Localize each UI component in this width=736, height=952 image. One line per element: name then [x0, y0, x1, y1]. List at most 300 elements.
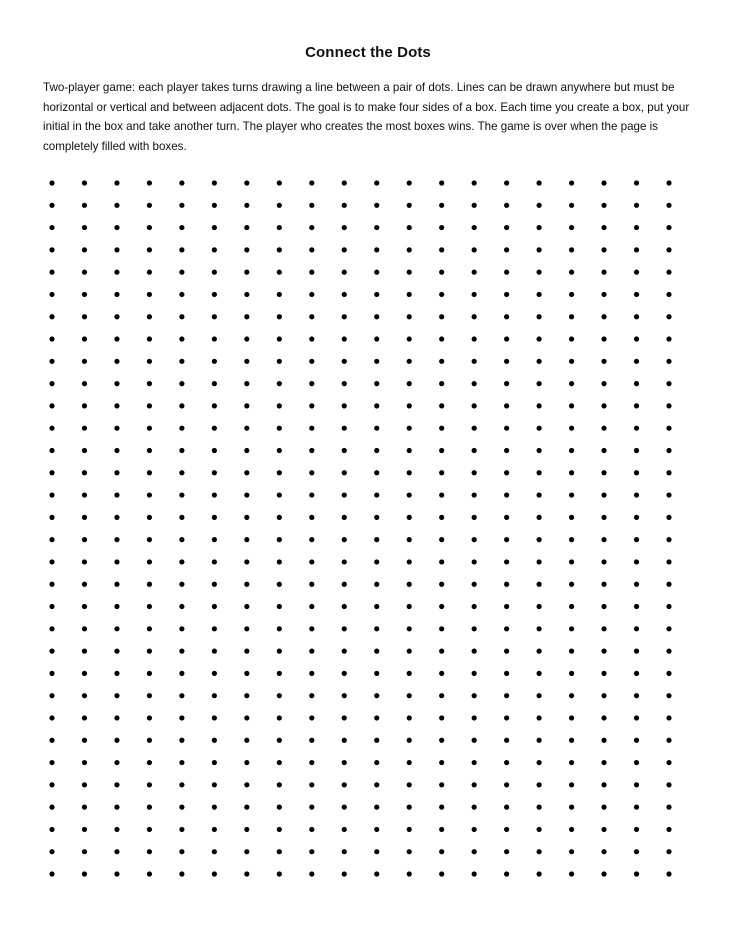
- grid-dot[interactable]: [537, 582, 542, 587]
- grid-dot[interactable]: [114, 649, 119, 654]
- grid-dot[interactable]: [601, 738, 606, 743]
- grid-dot[interactable]: [407, 247, 412, 252]
- grid-dot[interactable]: [374, 492, 379, 497]
- grid-dot[interactable]: [601, 247, 606, 252]
- grid-dot[interactable]: [472, 827, 477, 832]
- grid-dot[interactable]: [439, 448, 444, 453]
- grid-dot[interactable]: [244, 292, 249, 297]
- grid-dot[interactable]: [439, 582, 444, 587]
- grid-dot[interactable]: [634, 537, 639, 542]
- grid-dot[interactable]: [666, 426, 671, 431]
- grid-dot[interactable]: [244, 314, 249, 319]
- grid-dot[interactable]: [504, 715, 509, 720]
- grid-dot[interactable]: [601, 782, 606, 787]
- grid-dot[interactable]: [569, 559, 574, 564]
- grid-dot[interactable]: [49, 292, 54, 297]
- grid-dot[interactable]: [277, 247, 282, 252]
- grid-dot[interactable]: [439, 359, 444, 364]
- grid-dot[interactable]: [114, 470, 119, 475]
- grid-dot[interactable]: [309, 270, 314, 275]
- grid-dot[interactable]: [179, 827, 184, 832]
- grid-dot[interactable]: [147, 649, 152, 654]
- grid-dot[interactable]: [601, 314, 606, 319]
- grid-dot[interactable]: [147, 336, 152, 341]
- grid-dot[interactable]: [537, 537, 542, 542]
- grid-dot[interactable]: [114, 492, 119, 497]
- grid-dot[interactable]: [342, 448, 347, 453]
- grid-dot[interactable]: [179, 715, 184, 720]
- grid-dot[interactable]: [569, 203, 574, 208]
- grid-dot[interactable]: [309, 537, 314, 542]
- grid-dot[interactable]: [212, 671, 217, 676]
- grid-dot[interactable]: [179, 626, 184, 631]
- grid-dot[interactable]: [179, 448, 184, 453]
- grid-dot[interactable]: [342, 537, 347, 542]
- grid-dot[interactable]: [407, 849, 412, 854]
- grid-dot[interactable]: [439, 849, 444, 854]
- grid-dot[interactable]: [342, 180, 347, 185]
- grid-dot[interactable]: [179, 225, 184, 230]
- grid-dot[interactable]: [114, 671, 119, 676]
- grid-dot[interactable]: [342, 715, 347, 720]
- grid-dot[interactable]: [244, 247, 249, 252]
- grid-dot[interactable]: [472, 604, 477, 609]
- grid-dot[interactable]: [666, 760, 671, 765]
- grid-dot[interactable]: [504, 827, 509, 832]
- grid-dot[interactable]: [601, 403, 606, 408]
- grid-dot[interactable]: [472, 470, 477, 475]
- grid-dot[interactable]: [472, 537, 477, 542]
- grid-dot[interactable]: [49, 403, 54, 408]
- grid-dot[interactable]: [569, 336, 574, 341]
- grid-dot[interactable]: [569, 292, 574, 297]
- grid-dot[interactable]: [82, 403, 87, 408]
- grid-dot[interactable]: [472, 381, 477, 386]
- grid-dot[interactable]: [244, 492, 249, 497]
- grid-dot[interactable]: [244, 448, 249, 453]
- grid-dot[interactable]: [537, 760, 542, 765]
- grid-dot[interactable]: [439, 782, 444, 787]
- grid-dot[interactable]: [569, 359, 574, 364]
- grid-dot[interactable]: [472, 247, 477, 252]
- grid-dot[interactable]: [666, 827, 671, 832]
- grid-dot[interactable]: [212, 693, 217, 698]
- grid-dot[interactable]: [49, 381, 54, 386]
- grid-dot[interactable]: [537, 381, 542, 386]
- grid-dot[interactable]: [244, 270, 249, 275]
- grid-dot[interactable]: [277, 760, 282, 765]
- grid-dot[interactable]: [309, 292, 314, 297]
- grid-dot[interactable]: [374, 693, 379, 698]
- grid-dot[interactable]: [49, 537, 54, 542]
- grid-dot[interactable]: [342, 671, 347, 676]
- grid-dot[interactable]: [537, 649, 542, 654]
- grid-dot[interactable]: [537, 314, 542, 319]
- grid-dot[interactable]: [439, 314, 444, 319]
- grid-dot[interactable]: [439, 336, 444, 341]
- grid-dot[interactable]: [407, 559, 412, 564]
- grid-dot[interactable]: [569, 671, 574, 676]
- grid-dot[interactable]: [309, 381, 314, 386]
- grid-dot[interactable]: [244, 470, 249, 475]
- grid-dot[interactable]: [472, 715, 477, 720]
- grid-dot[interactable]: [634, 805, 639, 810]
- grid-dot[interactable]: [244, 649, 249, 654]
- grid-dot[interactable]: [634, 247, 639, 252]
- grid-dot[interactable]: [212, 738, 217, 743]
- grid-dot[interactable]: [244, 515, 249, 520]
- grid-dot[interactable]: [634, 336, 639, 341]
- grid-dot[interactable]: [179, 492, 184, 497]
- grid-dot[interactable]: [82, 671, 87, 676]
- grid-dot[interactable]: [601, 336, 606, 341]
- grid-dot[interactable]: [537, 426, 542, 431]
- grid-dot[interactable]: [472, 871, 477, 876]
- grid-dot[interactable]: [147, 426, 152, 431]
- grid-dot[interactable]: [439, 649, 444, 654]
- grid-dot[interactable]: [82, 203, 87, 208]
- grid-dot[interactable]: [114, 782, 119, 787]
- grid-dot[interactable]: [277, 693, 282, 698]
- grid-dot[interactable]: [49, 180, 54, 185]
- grid-dot[interactable]: [309, 515, 314, 520]
- grid-dot[interactable]: [504, 582, 509, 587]
- grid-dot[interactable]: [537, 871, 542, 876]
- grid-dot[interactable]: [666, 180, 671, 185]
- grid-dot[interactable]: [82, 359, 87, 364]
- grid-dot[interactable]: [342, 649, 347, 654]
- grid-dot[interactable]: [634, 492, 639, 497]
- grid-dot[interactable]: [309, 738, 314, 743]
- grid-dot[interactable]: [49, 426, 54, 431]
- grid-dot[interactable]: [666, 715, 671, 720]
- grid-dot[interactable]: [244, 671, 249, 676]
- grid-dot[interactable]: [504, 738, 509, 743]
- grid-dot[interactable]: [666, 671, 671, 676]
- grid-dot[interactable]: [179, 336, 184, 341]
- grid-dot[interactable]: [407, 515, 412, 520]
- grid-dot[interactable]: [601, 448, 606, 453]
- grid-dot[interactable]: [244, 626, 249, 631]
- grid-dot[interactable]: [634, 738, 639, 743]
- grid-dot[interactable]: [439, 760, 444, 765]
- grid-dot[interactable]: [439, 381, 444, 386]
- grid-dot[interactable]: [342, 849, 347, 854]
- grid-dot[interactable]: [601, 827, 606, 832]
- grid-dot[interactable]: [49, 336, 54, 341]
- grid-dot[interactable]: [244, 359, 249, 364]
- grid-dot[interactable]: [504, 359, 509, 364]
- grid-dot[interactable]: [374, 515, 379, 520]
- grid-dot[interactable]: [212, 448, 217, 453]
- grid-dot[interactable]: [634, 715, 639, 720]
- grid-dot[interactable]: [147, 403, 152, 408]
- grid-dot[interactable]: [472, 849, 477, 854]
- grid-dot[interactable]: [666, 359, 671, 364]
- grid-dot[interactable]: [82, 649, 87, 654]
- grid-dot[interactable]: [504, 292, 509, 297]
- grid-dot[interactable]: [537, 203, 542, 208]
- grid-dot[interactable]: [569, 381, 574, 386]
- grid-dot[interactable]: [601, 426, 606, 431]
- grid-dot[interactable]: [439, 270, 444, 275]
- grid-dot[interactable]: [601, 649, 606, 654]
- grid-dot[interactable]: [504, 760, 509, 765]
- grid-dot[interactable]: [634, 649, 639, 654]
- grid-dot[interactable]: [82, 582, 87, 587]
- grid-dot[interactable]: [277, 448, 282, 453]
- grid-dot[interactable]: [537, 693, 542, 698]
- grid-dot[interactable]: [82, 426, 87, 431]
- grid-dot[interactable]: [212, 582, 217, 587]
- grid-dot[interactable]: [666, 292, 671, 297]
- grid-dot[interactable]: [537, 515, 542, 520]
- grid-dot[interactable]: [244, 403, 249, 408]
- grid-dot[interactable]: [537, 336, 542, 341]
- grid-dot[interactable]: [374, 582, 379, 587]
- grid-dot[interactable]: [666, 626, 671, 631]
- grid-dot[interactable]: [407, 738, 412, 743]
- grid-dot[interactable]: [374, 649, 379, 654]
- grid-dot[interactable]: [212, 559, 217, 564]
- grid-dot[interactable]: [49, 693, 54, 698]
- grid-dot[interactable]: [244, 715, 249, 720]
- grid-dot[interactable]: [666, 649, 671, 654]
- grid-dot[interactable]: [179, 426, 184, 431]
- grid-dot[interactable]: [634, 470, 639, 475]
- grid-dot[interactable]: [147, 270, 152, 275]
- grid-dot[interactable]: [537, 180, 542, 185]
- grid-dot[interactable]: [49, 359, 54, 364]
- grid-dot[interactable]: [407, 649, 412, 654]
- grid-dot[interactable]: [212, 827, 217, 832]
- grid-dot[interactable]: [634, 582, 639, 587]
- grid-dot[interactable]: [439, 738, 444, 743]
- grid-dot[interactable]: [472, 292, 477, 297]
- grid-dot[interactable]: [179, 849, 184, 854]
- grid-dot[interactable]: [114, 448, 119, 453]
- grid-dot[interactable]: [666, 693, 671, 698]
- grid-dot[interactable]: [309, 180, 314, 185]
- grid-dot[interactable]: [634, 270, 639, 275]
- grid-dot[interactable]: [212, 515, 217, 520]
- grid-dot[interactable]: [179, 649, 184, 654]
- grid-dot[interactable]: [537, 492, 542, 497]
- grid-dot[interactable]: [569, 426, 574, 431]
- grid-dot[interactable]: [147, 582, 152, 587]
- grid-dot[interactable]: [147, 715, 152, 720]
- grid-dot[interactable]: [601, 180, 606, 185]
- grid-dot[interactable]: [634, 559, 639, 564]
- grid-dot[interactable]: [49, 649, 54, 654]
- grid-dot[interactable]: [212, 403, 217, 408]
- grid-dot[interactable]: [179, 247, 184, 252]
- grid-dot[interactable]: [212, 225, 217, 230]
- grid-dot[interactable]: [342, 403, 347, 408]
- grid-dot[interactable]: [309, 827, 314, 832]
- grid-dot[interactable]: [277, 426, 282, 431]
- grid-dot[interactable]: [179, 292, 184, 297]
- grid-dot[interactable]: [212, 715, 217, 720]
- grid-dot[interactable]: [407, 805, 412, 810]
- grid-dot[interactable]: [277, 738, 282, 743]
- grid-dot[interactable]: [504, 180, 509, 185]
- grid-dot[interactable]: [212, 649, 217, 654]
- grid-dot[interactable]: [634, 203, 639, 208]
- grid-dot[interactable]: [634, 359, 639, 364]
- grid-dot[interactable]: [374, 604, 379, 609]
- grid-dot[interactable]: [277, 336, 282, 341]
- grid-dot[interactable]: [244, 559, 249, 564]
- grid-dot[interactable]: [634, 849, 639, 854]
- grid-dot[interactable]: [634, 827, 639, 832]
- grid-dot[interactable]: [179, 381, 184, 386]
- grid-dot[interactable]: [634, 180, 639, 185]
- grid-dot[interactable]: [634, 225, 639, 230]
- grid-dot[interactable]: [147, 203, 152, 208]
- grid-dot[interactable]: [277, 871, 282, 876]
- grid-dot[interactable]: [666, 738, 671, 743]
- grid-dot[interactable]: [472, 738, 477, 743]
- grid-dot[interactable]: [504, 403, 509, 408]
- grid-dot[interactable]: [114, 381, 119, 386]
- grid-dot[interactable]: [569, 805, 574, 810]
- grid-dot[interactable]: [439, 626, 444, 631]
- grid-dot[interactable]: [374, 760, 379, 765]
- grid-dot[interactable]: [439, 403, 444, 408]
- grid-dot[interactable]: [212, 805, 217, 810]
- grid-dot[interactable]: [504, 671, 509, 676]
- grid-dot[interactable]: [342, 314, 347, 319]
- grid-dot[interactable]: [439, 292, 444, 297]
- grid-dot[interactable]: [82, 336, 87, 341]
- grid-dot[interactable]: [277, 715, 282, 720]
- grid-dot[interactable]: [666, 537, 671, 542]
- grid-dot[interactable]: [601, 225, 606, 230]
- grid-dot[interactable]: [407, 448, 412, 453]
- grid-dot[interactable]: [537, 626, 542, 631]
- grid-dot[interactable]: [49, 604, 54, 609]
- grid-dot[interactable]: [277, 626, 282, 631]
- grid-dot[interactable]: [634, 782, 639, 787]
- grid-dot[interactable]: [49, 559, 54, 564]
- grid-dot[interactable]: [472, 203, 477, 208]
- grid-dot[interactable]: [147, 559, 152, 564]
- grid-dot[interactable]: [244, 871, 249, 876]
- grid-dot[interactable]: [374, 671, 379, 676]
- grid-dot[interactable]: [147, 180, 152, 185]
- grid-dot[interactable]: [601, 359, 606, 364]
- grid-dot[interactable]: [569, 270, 574, 275]
- grid-dot[interactable]: [309, 559, 314, 564]
- grid-dot[interactable]: [82, 805, 87, 810]
- grid-dot[interactable]: [49, 515, 54, 520]
- grid-dot[interactable]: [342, 626, 347, 631]
- grid-dot[interactable]: [114, 582, 119, 587]
- grid-dot[interactable]: [569, 403, 574, 408]
- grid-dot[interactable]: [49, 715, 54, 720]
- grid-dot[interactable]: [472, 403, 477, 408]
- grid-dot[interactable]: [49, 448, 54, 453]
- grid-dot[interactable]: [147, 225, 152, 230]
- grid-dot[interactable]: [342, 225, 347, 230]
- grid-dot[interactable]: [277, 649, 282, 654]
- grid-dot[interactable]: [569, 492, 574, 497]
- grid-dot[interactable]: [114, 270, 119, 275]
- grid-dot[interactable]: [277, 559, 282, 564]
- grid-dot[interactable]: [342, 805, 347, 810]
- grid-dot[interactable]: [82, 715, 87, 720]
- grid-dot[interactable]: [374, 715, 379, 720]
- grid-dot[interactable]: [114, 537, 119, 542]
- grid-dot[interactable]: [601, 559, 606, 564]
- grid-dot[interactable]: [569, 604, 574, 609]
- grid-dot[interactable]: [49, 492, 54, 497]
- grid-dot[interactable]: [309, 492, 314, 497]
- grid-dot[interactable]: [179, 314, 184, 319]
- grid-dot[interactable]: [634, 292, 639, 297]
- grid-dot[interactable]: [82, 470, 87, 475]
- grid-dot[interactable]: [601, 871, 606, 876]
- grid-dot[interactable]: [212, 871, 217, 876]
- grid-dot[interactable]: [407, 626, 412, 631]
- grid-dot[interactable]: [472, 426, 477, 431]
- grid-dot[interactable]: [537, 559, 542, 564]
- grid-dot[interactable]: [49, 827, 54, 832]
- grid-dot[interactable]: [147, 604, 152, 609]
- grid-dot[interactable]: [309, 849, 314, 854]
- grid-dot[interactable]: [374, 871, 379, 876]
- grid-dot[interactable]: [407, 582, 412, 587]
- grid-dot[interactable]: [179, 359, 184, 364]
- grid-dot[interactable]: [147, 626, 152, 631]
- grid-dot[interactable]: [212, 314, 217, 319]
- grid-dot[interactable]: [277, 604, 282, 609]
- grid-dot[interactable]: [212, 470, 217, 475]
- grid-dot[interactable]: [537, 805, 542, 810]
- grid-dot[interactable]: [634, 760, 639, 765]
- grid-dot[interactable]: [601, 626, 606, 631]
- grid-dot[interactable]: [244, 849, 249, 854]
- grid-dot[interactable]: [666, 805, 671, 810]
- grid-dot[interactable]: [114, 292, 119, 297]
- grid-dot[interactable]: [537, 715, 542, 720]
- grid-dot[interactable]: [309, 336, 314, 341]
- grid-dot[interactable]: [342, 738, 347, 743]
- grid-dot[interactable]: [114, 359, 119, 364]
- grid-dot[interactable]: [82, 180, 87, 185]
- grid-dot[interactable]: [49, 782, 54, 787]
- grid-dot[interactable]: [212, 180, 217, 185]
- grid-dot[interactable]: [601, 849, 606, 854]
- grid-dot[interactable]: [212, 492, 217, 497]
- grid-dot[interactable]: [147, 448, 152, 453]
- grid-dot[interactable]: [114, 849, 119, 854]
- grid-dot[interactable]: [407, 871, 412, 876]
- grid-dot[interactable]: [49, 760, 54, 765]
- grid-dot[interactable]: [407, 470, 412, 475]
- grid-dot[interactable]: [504, 559, 509, 564]
- grid-dot[interactable]: [407, 292, 412, 297]
- grid-dot[interactable]: [569, 871, 574, 876]
- grid-dot[interactable]: [601, 671, 606, 676]
- grid-dot[interactable]: [147, 515, 152, 520]
- grid-dot[interactable]: [439, 805, 444, 810]
- grid-dot[interactable]: [374, 738, 379, 743]
- grid-dot[interactable]: [439, 515, 444, 520]
- grid-dot[interactable]: [439, 604, 444, 609]
- grid-dot[interactable]: [569, 649, 574, 654]
